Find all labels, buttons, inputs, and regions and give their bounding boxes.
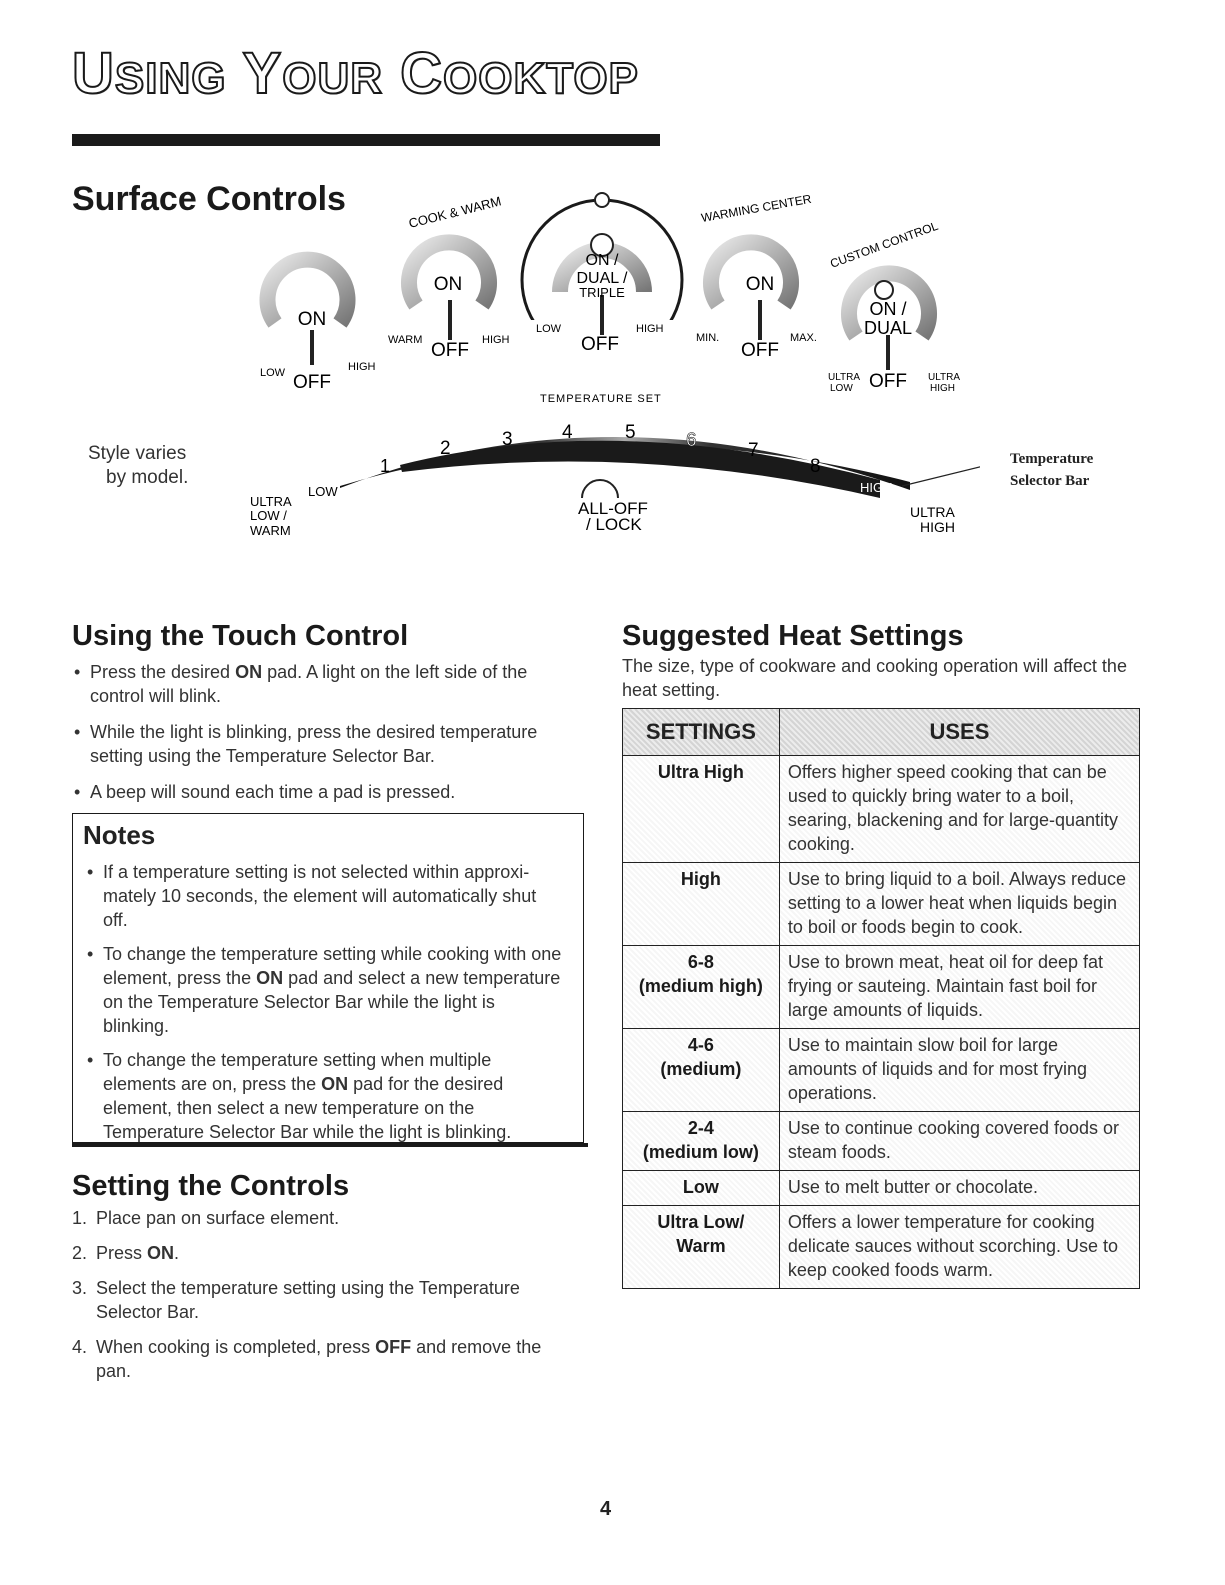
notes-heading: Notes xyxy=(83,820,156,850)
knob-1-off: OFF xyxy=(293,372,331,393)
ultra-low-warm-label xyxy=(250,494,292,538)
use-cell: Use to continue cooking covered foods or steam foods. xyxy=(779,1112,1139,1171)
selector-bar-leader xyxy=(902,462,980,486)
knob-3-low: LOW xyxy=(536,323,562,335)
list-item: 3. Select the temperature setting using the Temperature Selector Bar. xyxy=(72,1278,520,1322)
knob-5-on: ON / xyxy=(869,299,907,319)
knob-4-low: MIN. xyxy=(696,332,720,344)
setting-cell: Low xyxy=(623,1171,780,1206)
use-cell: Offers a lower temperature for cooking delicate sauces without scorching. Use to keep cooked foods warm. xyxy=(779,1206,1139,1289)
ultra-high-label xyxy=(910,504,956,535)
style-note-line: Style varies xyxy=(88,443,187,464)
page-number: 4 xyxy=(600,1498,612,1520)
knob-5 xyxy=(828,219,960,394)
notes-box xyxy=(72,813,584,1143)
knob-1-high: HIGH xyxy=(348,361,376,373)
list-item: 4. When cooking is completed, press OFF and remove the pan. xyxy=(72,1337,542,1381)
setting-controls-list xyxy=(72,1206,572,1394)
all-off-label: ALL-OFF xyxy=(578,499,648,518)
knob-4 xyxy=(696,192,817,361)
knob-5-high-2: HIGH xyxy=(930,383,955,394)
table-row xyxy=(623,1171,1140,1206)
selector-label-line: Temperature xyxy=(1010,451,1094,467)
ultra-high-line: HIGH xyxy=(920,519,955,535)
setting-cell: Ultra High xyxy=(623,756,780,863)
use-cell: Use to bring liquid to a boil. Always reduce setting to a lower heat when liquids begin to boil or foods begin to cook. xyxy=(779,863,1139,946)
heat-settings-table xyxy=(622,708,1140,1289)
setting-controls-heading: Setting the Controls xyxy=(72,1170,350,1202)
knob-2 xyxy=(388,193,510,361)
temperature-set-label: TEMPERATURE SET xyxy=(540,393,662,405)
table-row xyxy=(623,1029,1140,1112)
knob-2-on: ON xyxy=(433,274,463,295)
selector-bar-body xyxy=(400,441,880,498)
knob-5-arc-label: CUSTOM CONTROL xyxy=(828,218,940,271)
knob-5-low-2: LOW xyxy=(830,383,853,394)
ultra-low-line: WARM xyxy=(250,523,291,538)
knob-3-off: OFF xyxy=(581,334,619,355)
knob-3-dual: DUAL / xyxy=(576,270,628,287)
list-item: 2. Press ON. xyxy=(72,1243,180,1263)
surface-controls-heading: Surface Controls xyxy=(72,180,346,218)
touch-control-heading: Using the Touch Control xyxy=(72,620,409,652)
setting-cell: 2-4 (medium low) xyxy=(623,1112,780,1171)
knob-3 xyxy=(520,193,684,380)
knob-2-low: WARM xyxy=(388,334,423,346)
list-item: 1. Place pan on surface element. xyxy=(72,1208,340,1228)
bar-high-label: HIGH xyxy=(860,480,893,495)
table-row xyxy=(623,756,1140,863)
knob-3-on: ON / xyxy=(585,252,619,269)
notes-list xyxy=(85,860,565,1154)
ultra-low-line: ULTRA xyxy=(250,494,292,509)
bar-number-3: 3 xyxy=(502,429,513,450)
knob-3-triple: TRIPLE xyxy=(579,285,625,300)
table-row xyxy=(623,863,1140,946)
setting-cell: 6-8 (medium high) xyxy=(623,946,780,1029)
style-note xyxy=(88,442,188,490)
knob-5-off: OFF xyxy=(869,371,907,392)
knob-4-on: ON xyxy=(745,274,775,295)
all-off-arc xyxy=(582,480,618,498)
suggested-heat-intro: The size, type of cookware and cooking operation will affect the heat setting. xyxy=(622,656,1127,700)
knob-4-arc-label: WARMING CENTER xyxy=(700,191,813,225)
use-cell: Offers higher speed cooking that can be used to quickly bring water to a boil, searing, blackening and for large-quantity cooking. xyxy=(779,756,1139,863)
knob-indicator xyxy=(875,281,893,299)
table-row xyxy=(623,1206,1140,1289)
bar-number-2: 2 xyxy=(440,438,451,459)
ultra-low-line: LOW / xyxy=(250,508,287,523)
knob-1-low: LOW xyxy=(260,367,286,379)
list-item: • If a temperature setting is not selected within approxi-mately 10 seconds, the element will automatically shut off. xyxy=(85,860,565,932)
knob-5-dual: DUAL xyxy=(863,318,913,338)
temperature-selector-label xyxy=(1010,448,1093,492)
page-title: USING YOUR COOKTOP xyxy=(72,41,639,106)
bar-number-8: 8 xyxy=(810,456,821,477)
knob-3-indicator xyxy=(595,193,609,207)
ultra-high-line: ULTRA xyxy=(910,504,955,520)
style-note-line: by model. xyxy=(106,467,189,488)
list-item: • While the light is blinking, press the desired temperature setting using the Temperature Selector Bar. xyxy=(72,720,572,768)
knob-2-off: OFF xyxy=(431,340,469,361)
use-cell: Use to maintain slow boil for large amounts of liquids and for most frying operations. xyxy=(779,1029,1139,1112)
knob-5-high-1: ULTRA xyxy=(928,372,961,383)
bar-low-label: LOW xyxy=(308,484,338,499)
settings-column-header: SETTINGS xyxy=(623,709,780,756)
use-cell: Use to melt butter or chocolate. xyxy=(779,1171,1139,1206)
list-item: • A beep will sound each time a pad is pressed. xyxy=(72,780,572,804)
bar-number-4: 4 xyxy=(562,422,573,443)
uses-column-header: USES xyxy=(779,709,1139,756)
list-item: • To change the temperature setting while cooking with one element, press the ON pad and select a new temperature on the Temperature Selector Bar while the light is blinking. xyxy=(85,942,565,1038)
knob-3-high: HIGH xyxy=(636,323,664,335)
setting-cell: High xyxy=(623,863,780,946)
knob-2-high: HIGH xyxy=(482,334,510,346)
selector-label-line: Selector Bar xyxy=(1010,473,1090,489)
temperature-selector-bar xyxy=(308,422,980,499)
knob-4-high: MAX. xyxy=(790,332,817,344)
suggested-heat-heading: Suggested Heat Settings xyxy=(622,620,964,652)
knob-5-low-1: ULTRA xyxy=(828,372,861,383)
table-header-row xyxy=(623,709,1140,756)
control-panel-diagram xyxy=(220,180,980,570)
bar-number-1: 1 xyxy=(380,456,391,476)
bar-number-7: 7 xyxy=(748,440,759,461)
table-row xyxy=(623,946,1140,1029)
lock-label: / LOCK xyxy=(586,515,642,534)
list-item: • Press the desired ON pad. A light on the left side of the control will blink. xyxy=(72,660,572,708)
knob-2-arc-label: COOK & WARM xyxy=(407,193,503,231)
all-off-lock-button xyxy=(578,480,648,534)
setting-cell: 4-6 (medium) xyxy=(623,1029,780,1112)
list-item: • To change the temperature setting when multiple elements are on, press the ON pad for the desired element, then select a new temperature on the Temperature Selector Bar while the light is blinking. xyxy=(85,1048,565,1144)
knob-1-on: ON xyxy=(297,309,327,330)
touch-control-list xyxy=(72,660,572,816)
knob-1 xyxy=(260,260,376,393)
use-cell: Use to brown meat, heat oil for deep fat frying or sauteing. Maintain fast boil for large amounts of liquids. xyxy=(779,946,1139,1029)
bar-number-5: 5 xyxy=(625,422,636,443)
table-row xyxy=(623,1112,1140,1171)
title-rule xyxy=(72,134,660,146)
setting-cell: Ultra Low/ Warm xyxy=(623,1206,780,1289)
bar-number-6: 6 xyxy=(686,430,697,451)
knob-4-off: OFF xyxy=(741,340,779,361)
